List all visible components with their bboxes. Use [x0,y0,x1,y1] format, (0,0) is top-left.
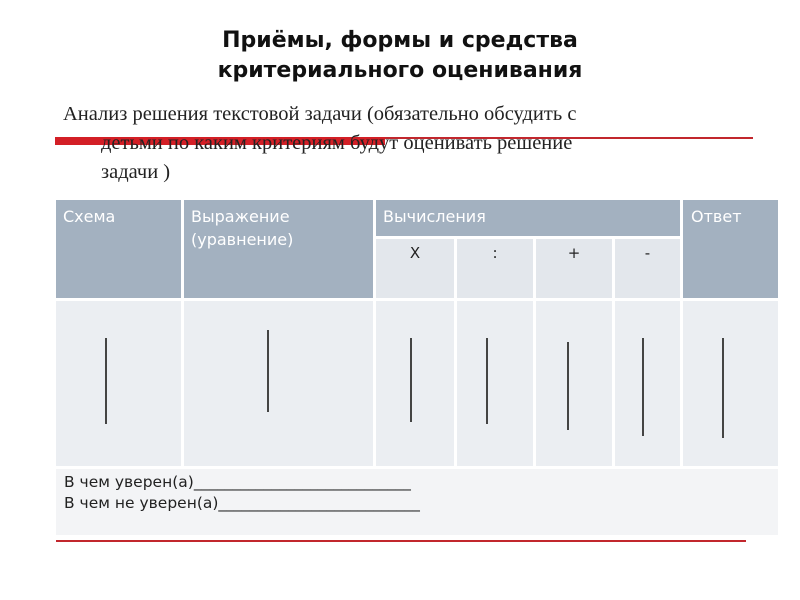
op-plus: + [536,239,612,298]
body-multiply [376,301,454,466]
slide-title-line-1: Приёмы, формы и средства [222,28,578,53]
subtitle-text [63,100,753,187]
mark-line-multiply [410,338,412,422]
table-footer [56,469,778,535]
header-schema: Схема [56,200,181,298]
slide-title [0,26,800,86]
body-plus [536,301,612,466]
mark-line-expression [267,330,269,412]
slide-title-line-2: критериального оценивания [217,58,583,83]
mark-line-schema [105,338,107,424]
footer-not-confident-line: В чем не уверен(а)__________________________ [64,494,420,512]
mark-line-answer [722,338,724,438]
header-expression [184,200,373,298]
body-schema [56,301,181,466]
header-expression-line-2: (уравнение) [191,230,294,249]
body-expression [184,301,373,466]
red-divider-bottom [56,540,746,542]
mark-line-divide [486,338,488,424]
mark-line-plus [567,342,569,430]
footer-confident-line: В чем уверен(а)____________________________ [64,473,411,491]
op-minus: - [615,239,680,298]
op-multiply: Х [376,239,454,298]
body-divide [457,301,533,466]
op-divide: : [457,239,533,298]
subtitle-line-3: задачи ) [101,161,171,183]
subtitle-line-2: детьми по каким критериям будут оценивать решение [101,132,573,154]
mark-line-minus [642,338,644,436]
header-answer: Ответ [683,200,778,298]
header-expression-line-1: Выражение [191,207,290,226]
body-answer [683,301,778,466]
header-calculations: Вычисления [376,200,680,236]
subtitle-line-1: Анализ решения текстовой задачи (обязательно обсудить с [63,103,577,125]
body-minus [615,301,680,466]
